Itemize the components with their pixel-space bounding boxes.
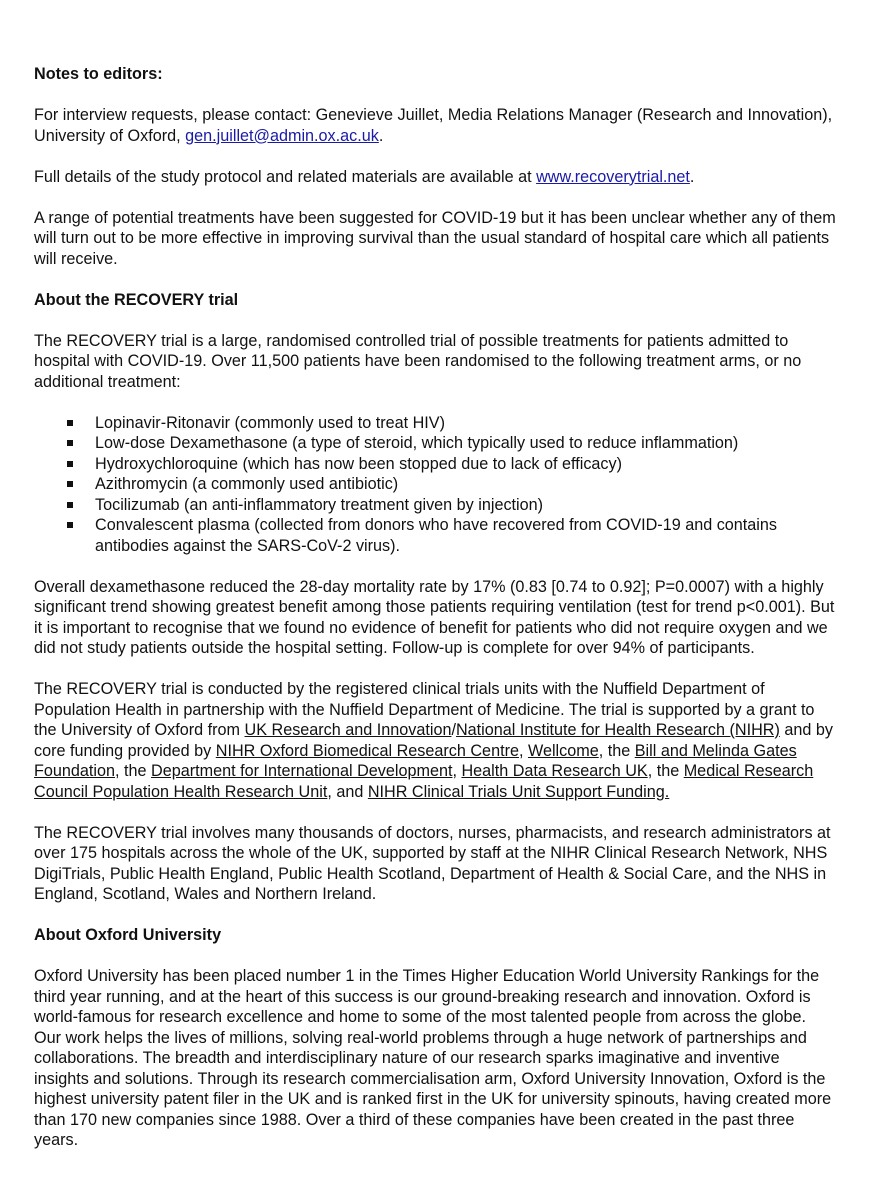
text-run: , and xyxy=(327,782,368,801)
paragraph xyxy=(34,167,836,188)
list-item xyxy=(34,515,836,556)
text-run: Hydroxychloroquine (which has now been stopped due to lack of efficacy) xyxy=(95,454,622,473)
text-run: antibodies against the SARS-CoV-2 virus). xyxy=(95,536,401,555)
spacer xyxy=(34,905,836,926)
text-line xyxy=(34,1089,836,1110)
text-line xyxy=(34,987,836,1008)
text-run: it is important to recognise that we found no evidence of benefit for patients who did not require oxygen and we xyxy=(34,618,828,637)
list-item xyxy=(34,413,836,434)
square-bullet-icon xyxy=(67,481,73,487)
text-run: will receive. xyxy=(34,249,118,268)
text-run: additional treatment: xyxy=(34,372,181,391)
text-line xyxy=(34,782,836,803)
square-bullet-icon xyxy=(67,461,73,467)
link[interactable]: Health Data Research UK xyxy=(461,762,648,780)
text-line xyxy=(34,105,836,126)
square-bullet-icon xyxy=(67,502,73,508)
text-run: Notes to editors: xyxy=(34,65,163,83)
text-line xyxy=(34,1130,836,1151)
spacer xyxy=(34,187,836,208)
text-line xyxy=(34,290,836,311)
text-run: , xyxy=(518,741,528,760)
link[interactable]: Medical Research xyxy=(683,762,814,780)
text-run: , the xyxy=(647,762,684,780)
text-run: will turn out to be more effective in improving survival than the usual standard of hospital care which all patients xyxy=(34,229,830,247)
section-heading xyxy=(34,925,836,946)
text-run: years. xyxy=(34,1131,79,1149)
text-line xyxy=(34,474,836,495)
text-line xyxy=(34,454,836,475)
text-run: Lopinavir-Ritonavir (commonly used to treat HIV) xyxy=(95,413,445,432)
text-run: the University of Oxford from xyxy=(34,721,245,739)
text-run: significant trend showing greatest benefit among those patients requiring ventilation (test for trend p<0.001). But xyxy=(34,598,835,616)
paragraph xyxy=(34,208,836,270)
press-release-document xyxy=(34,64,836,1151)
text-line xyxy=(34,720,836,741)
text-run: than 170 new companies since 1988. Over a third of these companies have been created in the past three xyxy=(34,1110,795,1129)
link[interactable]: Wellcome xyxy=(527,741,599,760)
spacer xyxy=(34,146,836,167)
list-item xyxy=(34,454,836,475)
text-line xyxy=(34,597,836,618)
text-line xyxy=(34,638,836,659)
spacer xyxy=(34,659,836,680)
square-bullet-icon xyxy=(67,522,73,528)
list-item xyxy=(34,433,836,454)
list-item xyxy=(34,495,836,516)
text-run: Full details of the study protocol and related materials are available at xyxy=(34,167,537,186)
text-line xyxy=(34,577,836,598)
text-run: , the xyxy=(598,741,635,760)
paragraph xyxy=(34,966,836,1151)
section-heading xyxy=(34,64,836,85)
text-line xyxy=(34,228,836,249)
text-run: The RECOVERY trial involves many thousands of doctors, nurses, pharmacists, and research administrators at xyxy=(34,823,831,842)
text-run: Convalescent plasma (collected from donors who have recovered from COVID-19 and contains xyxy=(95,516,778,534)
text-line xyxy=(34,167,836,188)
text-run: About the RECOVERY trial xyxy=(34,290,239,309)
text-run: Azithromycin (a commonly used antibiotic) xyxy=(95,475,399,493)
link[interactable]: Council Population Health Research Unit xyxy=(34,782,328,801)
text-line xyxy=(34,413,836,434)
text-line xyxy=(34,249,836,270)
text-line xyxy=(34,495,836,516)
text-run: over 175 hospitals across the whole of the UK, supported by staff at the NIHR Clinical Research Network, NHS xyxy=(34,844,828,862)
paragraph xyxy=(34,823,836,905)
text-run: , xyxy=(452,762,462,780)
link[interactable]: UK Research and Innovation xyxy=(244,721,452,739)
text-run: highest university patent filer in the UK and is ranked first in the UK for university spinouts, having created more xyxy=(34,1090,832,1108)
text-line xyxy=(34,1048,836,1069)
text-line xyxy=(34,679,836,700)
text-run: Oxford University has been placed number 1 in the Times Higher Education World University Rankings for the xyxy=(34,967,820,985)
text-run: collaborations. The breadth and interdisciplinary nature of our research sparks imaginative and inventive xyxy=(34,1049,780,1067)
text-run: core funding provided by xyxy=(34,741,216,760)
text-run: The RECOVERY trial is a large, randomised controlled trial of possible treatments for patients admitted to xyxy=(34,331,789,350)
link[interactable]: gen.juillet@admin.ox.ac.uk xyxy=(185,126,379,145)
text-run: DigiTrials, Public Health England, Public Health Scotland, Department of Health & Social Care, and the NHS in xyxy=(34,864,827,883)
text-line xyxy=(34,843,836,864)
text-run: Tocilizumab (an anti-inflammatory treatment given by injection) xyxy=(95,495,544,514)
link[interactable]: Foundation xyxy=(34,762,116,780)
text-line xyxy=(34,208,836,229)
text-line xyxy=(34,925,836,946)
text-line xyxy=(34,618,836,639)
text-run: Low-dose Dexamethasone (a type of steroid, which typically used to reduce inflammation) xyxy=(95,434,739,452)
text-line xyxy=(34,761,836,782)
link[interactable]: Bill and Melinda Gates xyxy=(634,741,797,760)
square-bullet-icon xyxy=(67,420,73,426)
text-line xyxy=(34,864,836,885)
text-run: About Oxford University xyxy=(34,926,222,944)
paragraph xyxy=(34,105,836,146)
text-line xyxy=(34,700,836,721)
spacer xyxy=(34,802,836,823)
spacer xyxy=(34,85,836,106)
link[interactable]: www.recoverytrial.net xyxy=(536,167,690,186)
text-line xyxy=(34,433,836,454)
text-run: world-famous for research excellence and home to some of the most talented people from across the globe. xyxy=(34,1008,807,1026)
spacer xyxy=(34,269,836,290)
square-bullet-icon xyxy=(67,440,73,446)
text-line xyxy=(34,351,836,372)
text-run: Our work helps the lives of millions, solving real-world problems through a huge network of partnerships and xyxy=(34,1028,807,1047)
text-run: A range of potential treatments have been suggested for COVID-19 but it has been unclear whether any of them xyxy=(34,208,836,227)
text-run: . xyxy=(378,126,384,145)
text-run: did not study patients outside the hospital setting. Follow-up is complete for over 94% of participants. xyxy=(34,639,755,657)
bullet-list xyxy=(34,413,836,557)
spacer xyxy=(34,556,836,577)
paragraph xyxy=(34,331,836,393)
text-run: hospital with COVID-19. Over 11,500 patients have been randomised to the following treatment arms, or no xyxy=(34,352,802,370)
link[interactable]: National Institute for Health Research (NIHR) xyxy=(455,721,780,739)
text-line xyxy=(34,372,836,393)
spacer xyxy=(34,310,836,331)
link[interactable]: NIHR Clinical Trials Unit Support Funding. xyxy=(367,782,670,801)
text-line xyxy=(34,823,836,844)
link[interactable]: Department for International Development xyxy=(151,762,453,780)
text-line xyxy=(34,515,836,536)
text-run: . xyxy=(689,167,695,186)
text-run: / xyxy=(451,721,456,739)
text-line xyxy=(34,884,836,905)
spacer xyxy=(34,946,836,967)
text-line xyxy=(34,64,836,85)
text-run: The RECOVERY trial is conducted by the registered clinical trials units with the Nuffield Department of xyxy=(34,680,765,698)
text-run: third year running, and at the heart of this success is our ground-breaking research and innovation. Oxford is xyxy=(34,987,811,1006)
text-line xyxy=(34,741,836,762)
text-run: , the xyxy=(115,762,152,780)
paragraph xyxy=(34,679,836,802)
text-line xyxy=(34,966,836,987)
text-run: University of Oxford, xyxy=(34,126,186,145)
section-heading xyxy=(34,290,836,311)
text-run: Overall dexamethasone reduced the 28-day mortality rate by 17% (0.83 [0.74 to 0.92]; P=0.0007) with a highly xyxy=(34,577,824,596)
text-line xyxy=(34,331,836,352)
text-run: insights and solutions. Through its research commercialisation arm, Oxford University Innovation, Oxford is the xyxy=(34,1069,826,1088)
text-line xyxy=(34,536,836,557)
paragraph xyxy=(34,577,836,659)
text-line xyxy=(34,126,836,147)
link[interactable]: NIHR Oxford Biomedical Research Centre xyxy=(215,741,519,760)
text-line xyxy=(34,1028,836,1049)
text-run: England, Scotland, Wales and Northern Ireland. xyxy=(34,885,377,903)
spacer xyxy=(34,392,836,413)
list-item xyxy=(34,474,836,495)
text-line xyxy=(34,1069,836,1090)
text-run: For interview requests, please contact: Genevieve Juillet, Media Relations Manager (Research and Innovation), xyxy=(34,106,833,124)
text-line xyxy=(34,1007,836,1028)
text-line xyxy=(34,1110,836,1131)
text-run: Population Health in partnership with the Nuffield Department of Medicine. The trial is supported by a grant to xyxy=(34,700,815,719)
text-run: and by xyxy=(779,721,833,739)
